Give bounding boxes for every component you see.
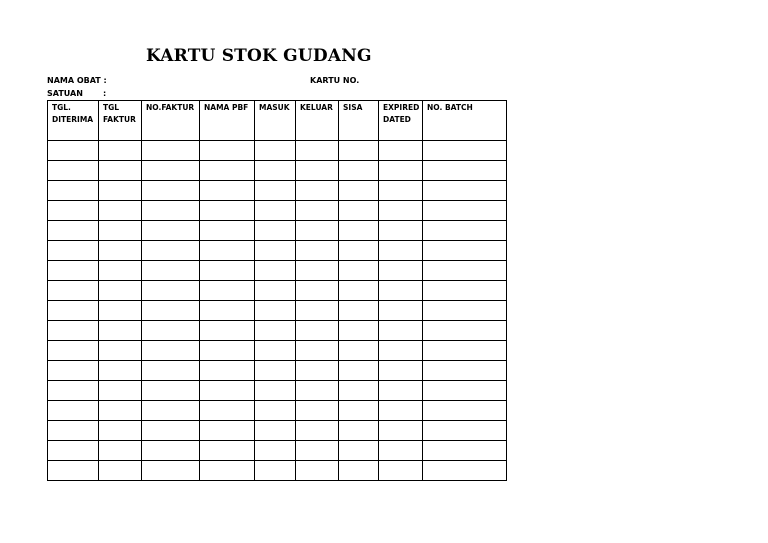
table-cell [142,261,200,281]
table-cell [379,461,423,481]
table-cell [99,201,142,221]
table-cell [200,181,255,201]
table-row [48,301,507,321]
table-cell [379,201,423,221]
table-cell [296,301,339,321]
table-cell [296,141,339,161]
table-cell [255,241,296,261]
table-row [48,341,507,361]
table-cell [142,181,200,201]
table-cell [379,341,423,361]
table-row [48,421,507,441]
table-cell [339,221,379,241]
table-cell [296,341,339,361]
satuan-label: SATUAN [47,89,83,98]
table-cell [423,201,507,221]
table-cell [379,381,423,401]
table-cell [142,421,200,441]
table-cell [339,461,379,481]
stock-card-table [47,100,507,481]
table-cell [48,221,99,241]
table-cell [379,421,423,441]
table-cell [142,281,200,301]
table-cell [339,441,379,461]
table-cell [255,361,296,381]
table-cell [339,301,379,321]
table-cell [339,321,379,341]
table-row [48,461,507,481]
table-cell [296,321,339,341]
table-cell [423,281,507,301]
table-cell [296,281,339,301]
table-cell [296,381,339,401]
table-cell [200,201,255,221]
table-cell [255,421,296,441]
satuan-colon: : [103,89,107,98]
table-cell [200,161,255,181]
table-cell [379,241,423,261]
table-cell [142,161,200,181]
table-cell [423,421,507,441]
table-cell [48,181,99,201]
table-cell [99,421,142,441]
column-header-no-batch: NO. BATCH [423,101,507,141]
table-cell [48,341,99,361]
table-cell [200,421,255,441]
table-cell [339,401,379,421]
table-cell [339,261,379,281]
table-cell [48,421,99,441]
table-cell [379,281,423,301]
table-cell [99,301,142,321]
satuan-field [47,89,107,99]
table-cell [296,421,339,441]
table-cell [48,261,99,281]
table-cell [99,241,142,261]
table-cell [423,361,507,381]
table-row [48,161,507,181]
table-row [48,401,507,421]
table-cell [48,281,99,301]
column-header-expired-dated: EXPIRED DATED [379,101,423,141]
table-cell [200,261,255,281]
table-cell [142,361,200,381]
table-cell [423,161,507,181]
table-cell [142,241,200,261]
table-cell [99,321,142,341]
column-header-tgl-faktur: TGL FAKTUR [99,101,142,141]
table-cell [379,401,423,421]
table-cell [296,181,339,201]
table-cell [255,441,296,461]
table-row [48,281,507,301]
table-cell [296,401,339,421]
table-cell [339,241,379,261]
table-cell [48,301,99,321]
table-cell [255,261,296,281]
table-cell [255,341,296,361]
kartu-no-label: KARTU NO. [310,76,360,85]
table-cell [379,141,423,161]
table-row [48,361,507,381]
table-cell [142,141,200,161]
table-cell [255,281,296,301]
table-cell [255,161,296,181]
table-row [48,321,507,341]
table-cell [296,441,339,461]
document-title: KARTU STOK GUDANG [146,46,372,66]
table-cell [379,181,423,201]
table-cell [142,401,200,421]
column-header-tgl-diterima: TGL. DITERIMA [48,101,99,141]
table-cell [296,361,339,381]
table-row [48,221,507,241]
column-header-no-faktur: NO.FAKTUR [142,101,200,141]
table-cell [296,201,339,221]
table-cell [423,461,507,481]
table-cell [99,221,142,241]
table-row [48,441,507,461]
table-cell [142,381,200,401]
table-cell [99,261,142,281]
table-row [48,241,507,261]
table-cell [379,441,423,461]
table-cell [200,321,255,341]
table-row [48,181,507,201]
table-cell [339,201,379,221]
table-cell [200,381,255,401]
table-cell [48,361,99,381]
table-cell [296,261,339,281]
table-cell [255,381,296,401]
table-cell [99,181,142,201]
table-row [48,261,507,281]
table-cell [48,441,99,461]
table-cell [296,161,339,181]
table-cell [48,321,99,341]
table-cell [200,441,255,461]
table-cell [99,401,142,421]
table-cell [48,381,99,401]
table-cell [379,221,423,241]
table-cell [99,361,142,381]
table-cell [48,201,99,221]
table-cell [255,321,296,341]
table-cell [255,461,296,481]
table-cell [99,141,142,161]
table-cell [99,161,142,181]
table-cell [200,341,255,361]
table-cell [423,301,507,321]
table-cell [423,441,507,461]
table-cell [379,261,423,281]
table-cell [339,281,379,301]
table-cell [423,381,507,401]
table-cell [142,201,200,221]
table-cell [48,141,99,161]
table-cell [379,321,423,341]
table-cell [99,441,142,461]
table-row [48,381,507,401]
table-cell [339,361,379,381]
table-cell [339,421,379,441]
table-cell [255,181,296,201]
table-cell [200,301,255,321]
table-cell [142,441,200,461]
table-row [48,201,507,221]
table-cell [423,141,507,161]
table-cell [48,401,99,421]
table-cell [142,221,200,241]
table-cell [48,461,99,481]
table-cell [99,381,142,401]
table-cell [255,221,296,241]
table-cell [379,361,423,381]
table-cell [99,281,142,301]
table-cell [339,141,379,161]
table-cell [200,241,255,261]
table-cell [339,381,379,401]
table-body [48,141,507,481]
table-cell [99,341,142,361]
table-cell [200,281,255,301]
table-cell [296,461,339,481]
table-cell [423,341,507,361]
table-cell [200,141,255,161]
table-cell [255,401,296,421]
table-cell [142,301,200,321]
table-cell [423,401,507,421]
table-cell [296,221,339,241]
table-cell [255,301,296,321]
table-cell [142,321,200,341]
table-cell [379,161,423,181]
table-cell [423,261,507,281]
table-cell [339,161,379,181]
table-cell [99,461,142,481]
table-cell [423,321,507,341]
table-cell [200,461,255,481]
table-row [48,141,507,161]
column-header-nama-pbf: NAMA PBF [200,101,255,141]
table-cell [423,241,507,261]
column-header-masuk: MASUK [255,101,296,141]
table-cell [296,241,339,261]
table-cell [255,141,296,161]
table-cell [339,181,379,201]
table-cell [142,341,200,361]
table-cell [48,241,99,261]
table-cell [379,301,423,321]
table-cell [423,181,507,201]
table-cell [48,161,99,181]
column-header-sisa: SISA [339,101,379,141]
table-cell [142,461,200,481]
table-cell [255,201,296,221]
column-header-keluar: KELUAR [296,101,339,141]
table-cell [339,341,379,361]
table-cell [423,221,507,241]
table-cell [200,361,255,381]
table-cell [200,221,255,241]
table-header-row [48,101,507,141]
nama-obat-label: NAMA OBAT : [47,76,107,85]
table-cell [200,401,255,421]
